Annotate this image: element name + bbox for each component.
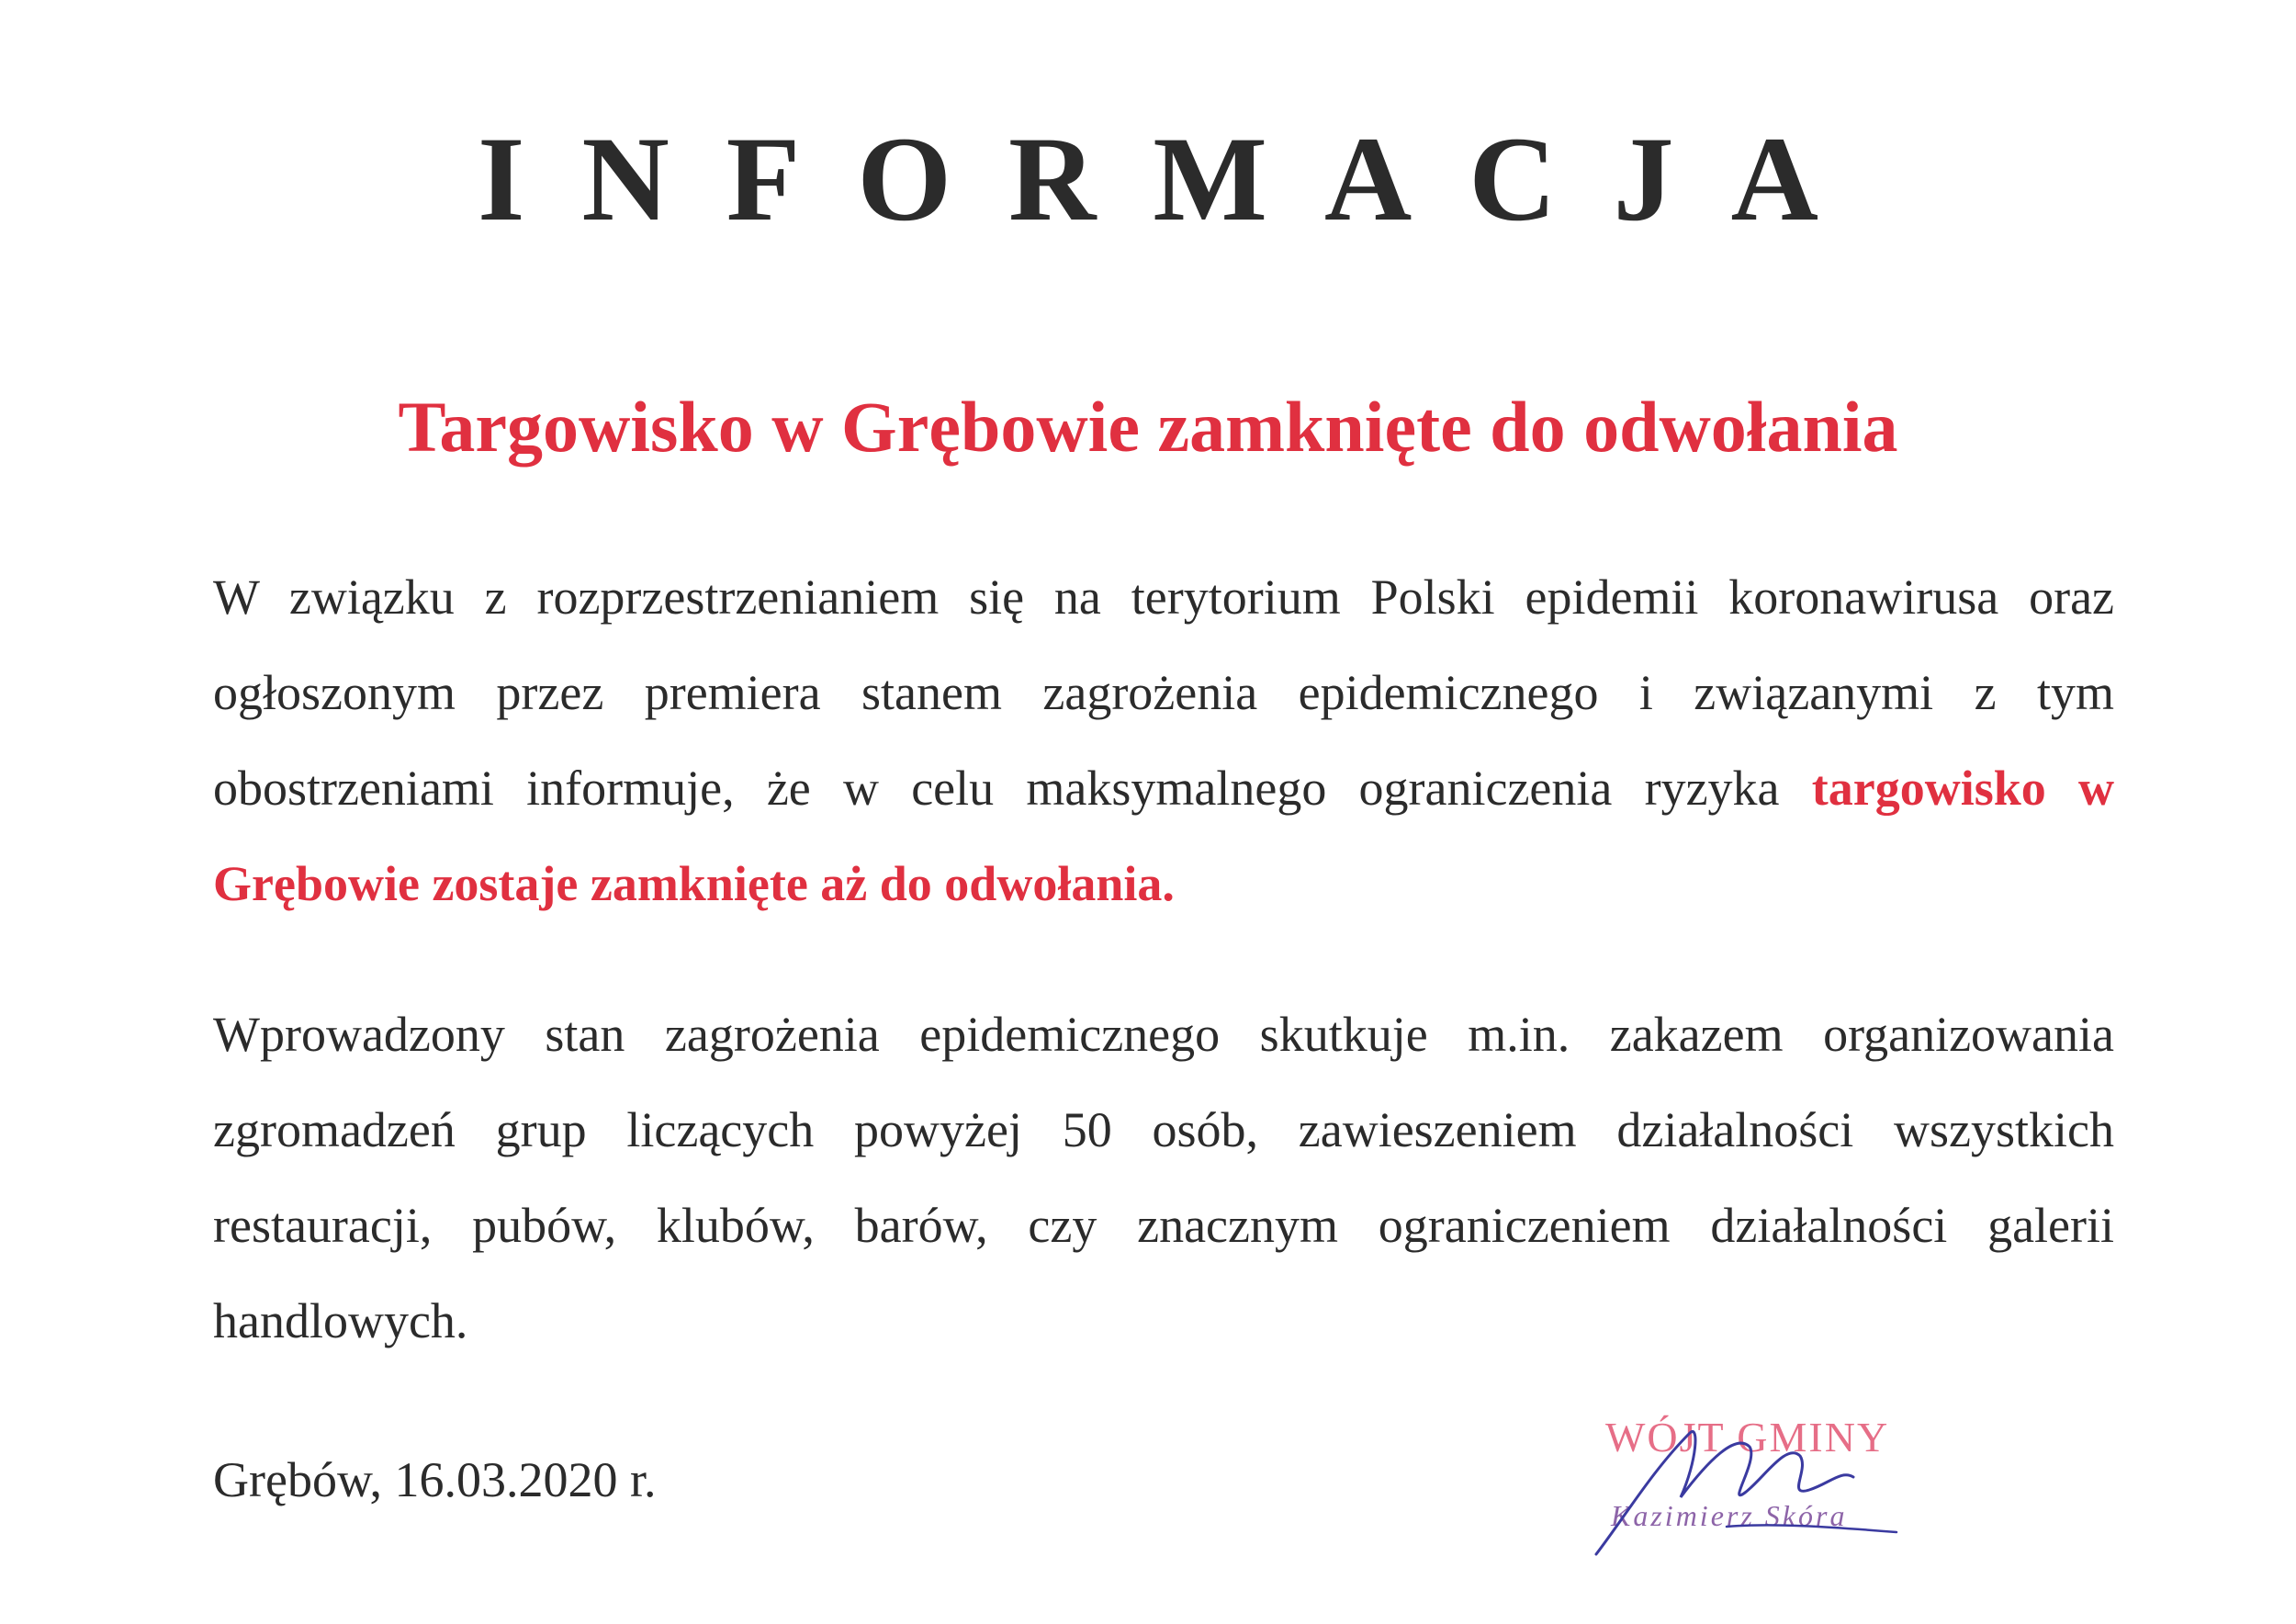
stamp-title: WÓJT GMINY (1605, 1414, 1890, 1460)
stamp-name: Kazimierz Skóra (1611, 1499, 1848, 1532)
paragraph-1-text: W związku z rozprzestrzenianiem się na terytorium Polski epidemii koronawirusa oraz ogłoszonym przez premiera stanem zagrożenia epidemicznego i związanymi z tym obostrzeniami informuje, że w celu maksymalnego ograniczenia ryzyka (213, 570, 2114, 816)
signature (1589, 1405, 1938, 1562)
notice-subheading: Targowisko w Grębowie zamknięte do odwołania (398, 387, 1898, 467)
official-stamp (1589, 1405, 1938, 1562)
paragraph-2: Wprowadzony stan zagrożenia epidemicznego skutkuje m.in. zakazem organizowania zgromadzeń grup liczących powyżej 50 osób, zawieszeniem działalności wszystkich restauracji, pubów, klubów, barów, czy znacznym ograniczeniem działalności galerii handlowych. (213, 1007, 2114, 1348)
paragraph-1 (213, 549, 2114, 931)
notice-heading: INFORMACJA (478, 111, 1875, 246)
date-line: Grębów, 16.03.2020 r. (213, 1452, 657, 1507)
paragraph-1-highlight: targowisko w Grębowie zostaje zamknięte aż do odwołania. (213, 761, 2114, 911)
